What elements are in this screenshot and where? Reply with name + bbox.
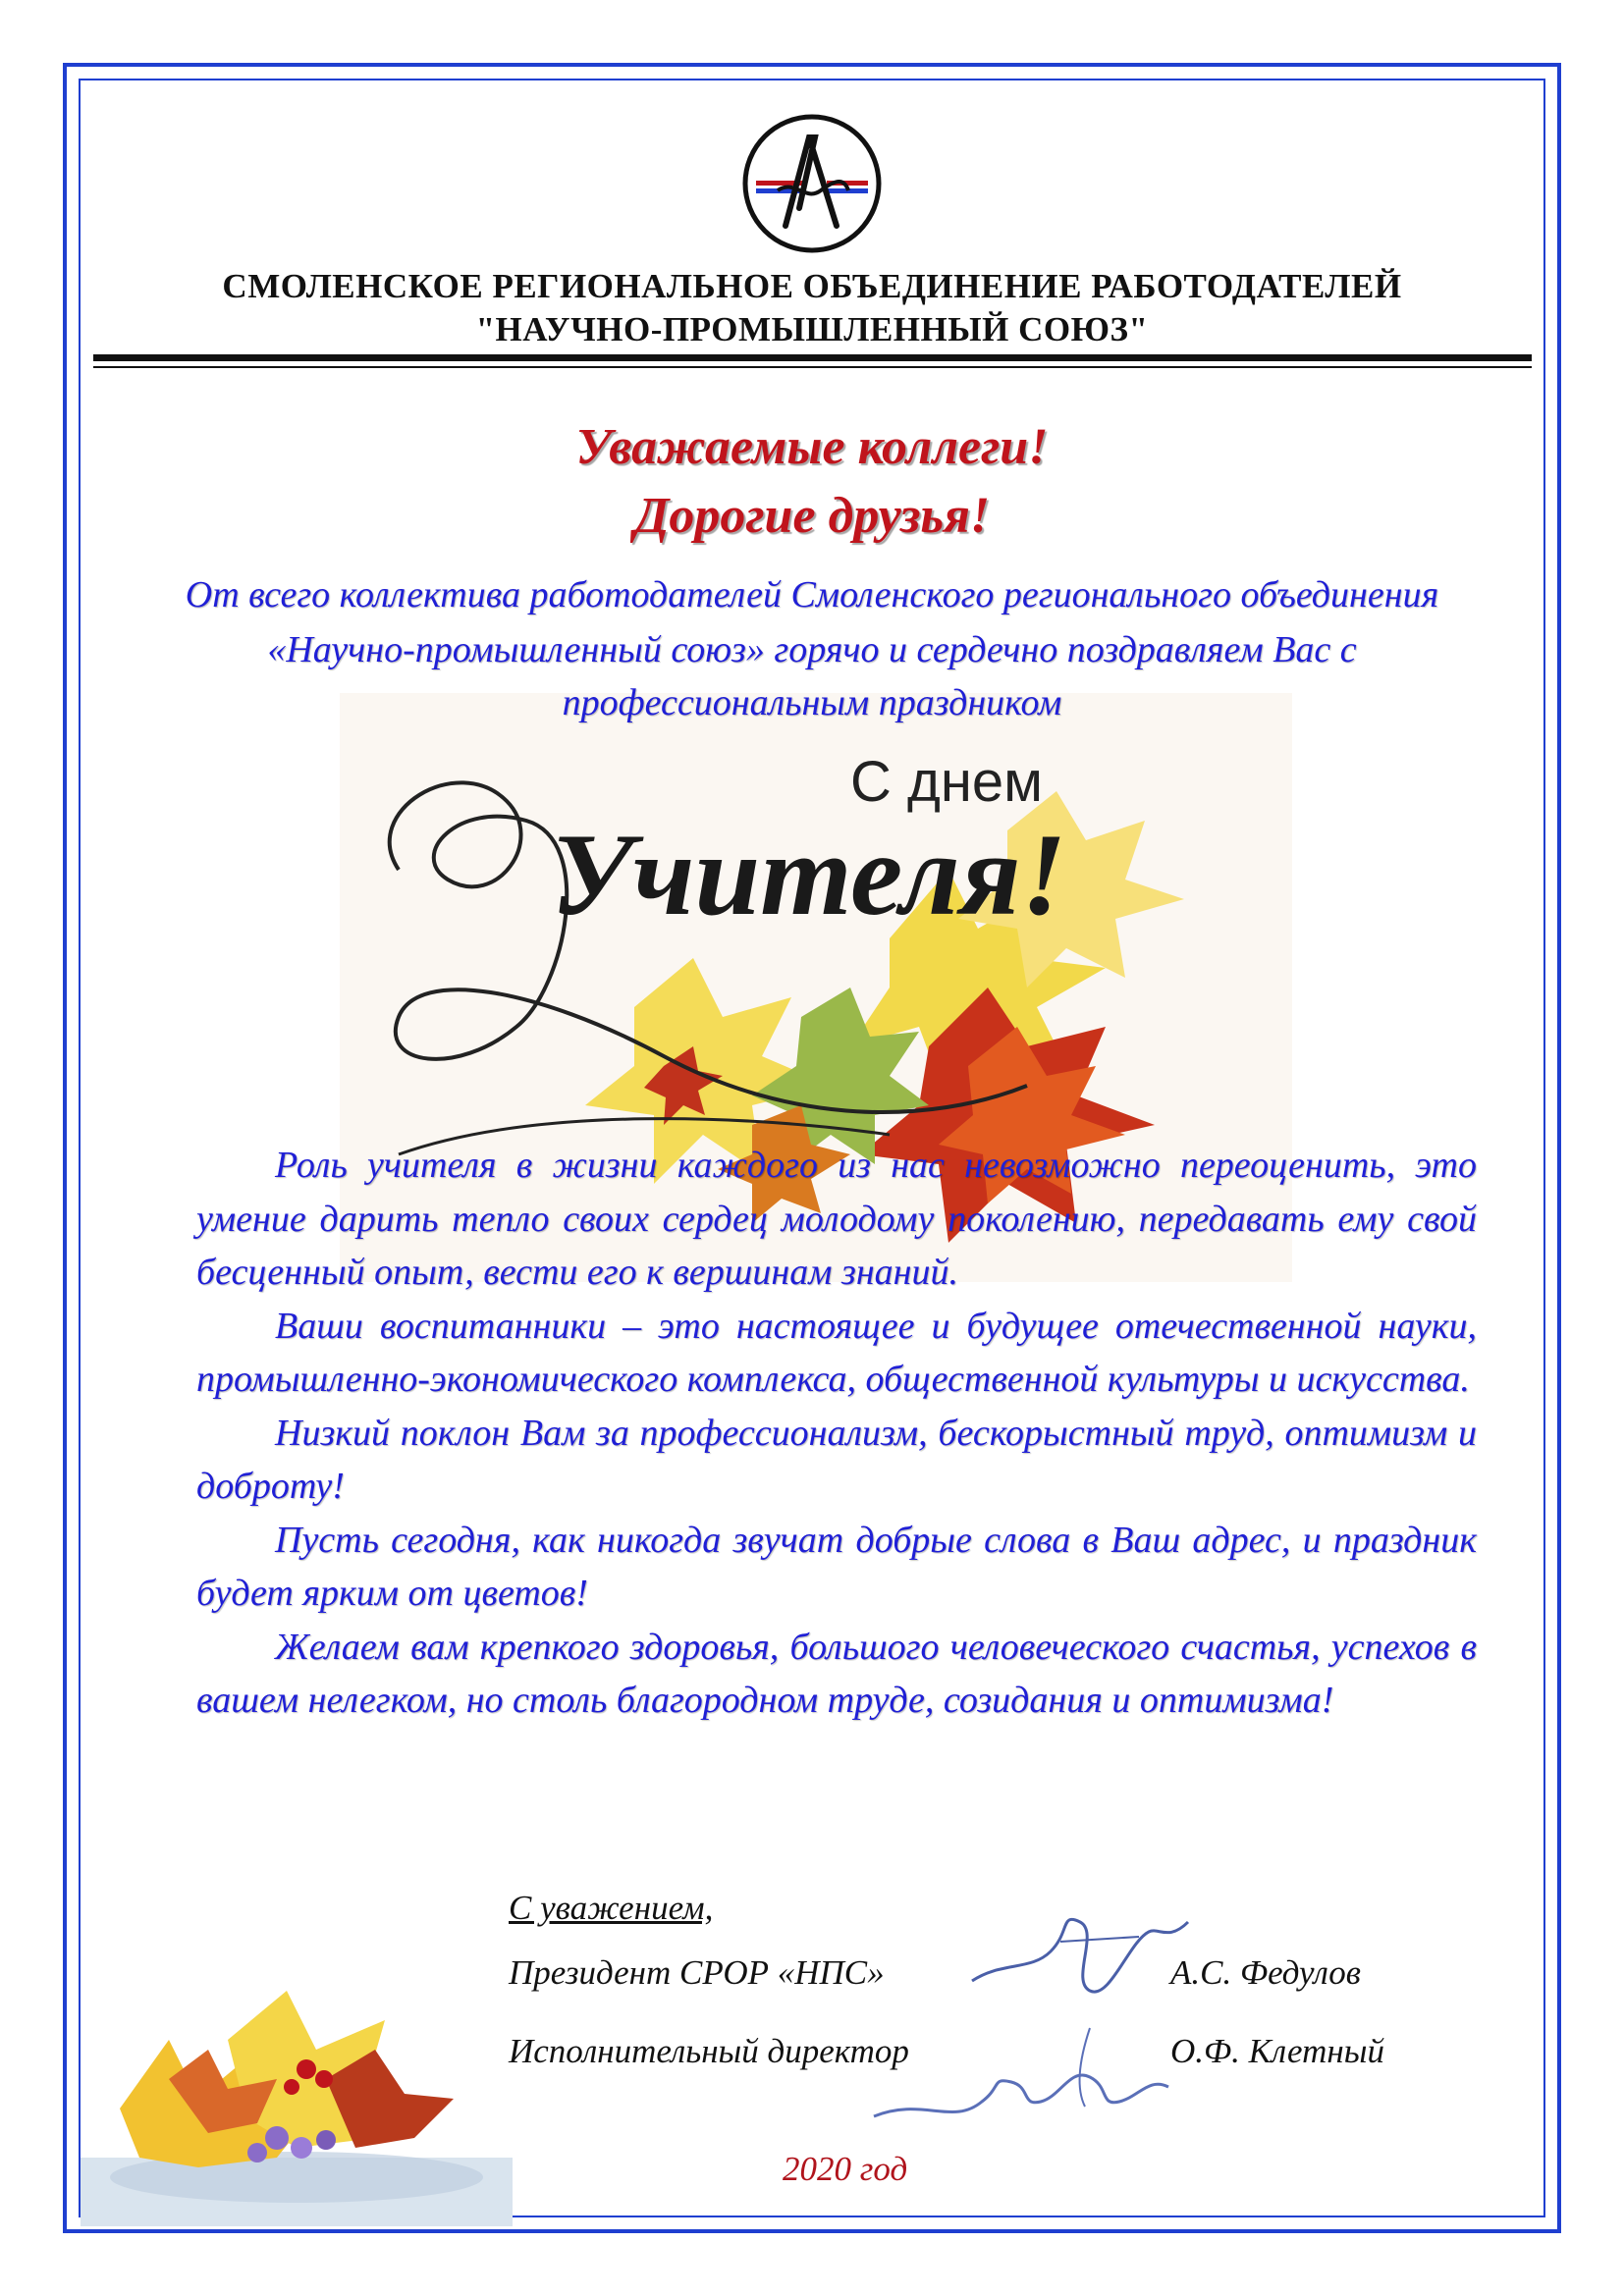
body-paragraph: Роль учителя в жизни каждого из нас невозможно переоценить, это умение дарить тепло своих сердец молодому поколению, передавать ему свой бесценный опыт, вести его к вершинам знаний. <box>196 1145 1477 1293</box>
card-title-line1: С днем <box>850 750 1044 814</box>
card-title-line2: Учителя! <box>551 809 1067 939</box>
greeting-line1: Уважаемые коллеги! <box>575 419 1049 475</box>
org-name-line2: "НАУЧНО-ПРОМЫШЛЕННЫЙ СОЮЗ" <box>475 310 1149 348</box>
greeting-line2: Дорогие друзья! <box>633 488 991 544</box>
intro-line1: От всего коллектива работодателей Смоленского регионального объединения <box>185 574 1439 615</box>
body-paragraph: Низкий поклон Вам за профессионализм, бескорыстный труд, оптимизм и доброту! <box>196 1412 1477 1507</box>
autumn-bouquet-image <box>81 1932 513 2226</box>
intro-line3: профессиональным праздником <box>562 682 1062 723</box>
handwritten-signature-director <box>864 2008 1178 2146</box>
signature-role-director: Исполнительный директор <box>509 2032 909 2070</box>
header-rule-thick <box>93 354 1532 361</box>
signature-name-director: О.Ф. Клетный <box>1170 2032 1384 2070</box>
document-year: 2020 год <box>783 2150 908 2188</box>
handwritten-signature-president <box>962 1902 1198 2010</box>
header-rule-thin <box>93 366 1532 368</box>
body-paragraph: Пусть сегодня, как никогда звучат добрые слова в Ваш адрес, и праздник будет ярким от цветов! <box>196 1519 1477 1614</box>
congratulation-body <box>196 1139 1477 1728</box>
intro-line2: «Научно-промышленный союз» горячо и сердечно поздравляем Вас с <box>267 629 1357 670</box>
signature-name-president: А.С. Федулов <box>1170 1953 1362 1992</box>
body-paragraph: Ваши воспитанники – это настоящее и будущее отечественной науки, промышленно-экономического комплекса, общественной культуры и искусства. <box>196 1305 1477 1400</box>
body-paragraph: Желаем вам крепкого здоровья, большого человеческого счастья, успехов в вашем нелегком, но столь благородном труде, созидания и оптимизма! <box>196 1626 1477 1721</box>
signature-regards: С уважением, <box>509 1889 714 1927</box>
organization-logo <box>738 110 886 257</box>
org-name-line1: СМОЛЕНСКОЕ РЕГИОНАЛЬНОЕ ОБЪЕДИНЕНИЕ РАБОТОДАТЕЛЕЙ <box>222 267 1402 305</box>
signature-role-president: Президент СРОР «НПС» <box>509 1953 885 1992</box>
